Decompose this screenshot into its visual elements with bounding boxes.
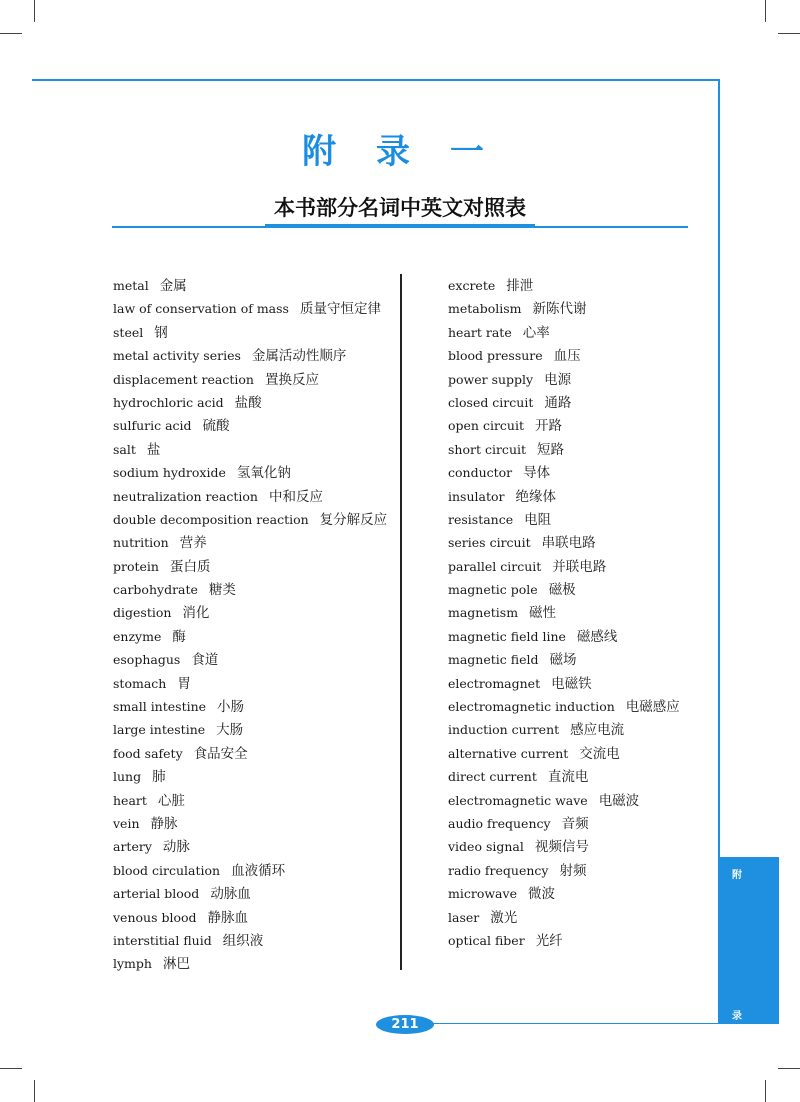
glossary-entry <box>448 578 680 601</box>
glossary-term-english: series circuit <box>448 535 531 551</box>
glossary-term-chinese: 肺 <box>152 769 166 786</box>
glossary-entry <box>448 461 680 484</box>
glossary-entry <box>113 648 387 671</box>
glossary-entry <box>448 812 680 835</box>
glossary-term-english: carbohydrate <box>113 582 198 598</box>
glossary-term-chinese: 视频信号 <box>534 839 589 856</box>
glossary-term-english: sodium hydroxide <box>113 465 226 481</box>
glossary-term-english: metabolism <box>448 301 522 317</box>
glossary-term-chinese: 钢 <box>154 324 168 341</box>
glossary-term-chinese: 心脏 <box>157 792 185 809</box>
glossary-term-chinese: 血压 <box>553 348 581 365</box>
glossary-term-english: laser <box>448 909 480 925</box>
glossary-term-english: microwave <box>448 886 517 902</box>
glossary-term-chinese: 食品安全 <box>193 745 248 762</box>
glossary-entry <box>113 485 387 508</box>
glossary-term-english: excrete <box>448 278 496 293</box>
glossary-term-chinese: 直流电 <box>547 769 589 786</box>
glossary-entry <box>113 344 387 367</box>
glossary-term-english: audio frequency <box>448 815 551 831</box>
glossary-term-chinese: 氢氧化钠 <box>236 465 291 482</box>
glossary-term-english: conductor <box>448 465 513 481</box>
glossary-term-english: open circuit <box>448 418 524 434</box>
glossary-term-chinese: 微波 <box>527 886 555 903</box>
glossary-term-english: large intestine <box>113 722 206 738</box>
glossary-entry <box>448 695 680 718</box>
glossary-entry <box>113 438 387 461</box>
glossary-entry <box>113 578 387 601</box>
glossary-term-chinese: 激光 <box>490 909 518 926</box>
glossary-term-english: insulator <box>448 488 505 504</box>
glossary-term-english: resistance <box>448 511 514 527</box>
glossary-term-english: interstitial fluid <box>113 932 212 948</box>
glossary-term-english: optical fiber <box>448 932 525 948</box>
glossary-term-chinese: 串联电路 <box>541 535 596 552</box>
glossary-term-english: sulfuric acid <box>113 418 192 434</box>
glossary-term-chinese: 营养 <box>179 535 207 552</box>
glossary-term-english: direct current <box>448 769 537 785</box>
glossary-term-chinese: 新陈代谢 <box>532 301 587 318</box>
glossary-entry <box>113 929 387 952</box>
glossary-term-english: esophagus <box>113 652 181 668</box>
glossary-term-chinese: 动脉血 <box>210 886 251 903</box>
glossary-term-chinese: 光纤 <box>535 932 563 949</box>
glossary-term-english: artery <box>113 839 152 855</box>
glossary-entry <box>448 344 680 367</box>
glossary-entry <box>448 648 680 671</box>
glossary-entry <box>113 695 387 718</box>
glossary-term-english: digestion <box>113 605 172 621</box>
glossary-term-chinese: 电磁铁 <box>551 675 592 692</box>
glossary-term-chinese: 食道 <box>191 652 219 669</box>
frame-bottom-rule <box>430 1023 720 1024</box>
glossary-term-chinese: 电源 <box>544 371 572 388</box>
glossary-term-english: alternative current <box>448 745 569 761</box>
glossary-term-chinese: 金属活动性顺序 <box>251 348 347 365</box>
glossary-entry <box>113 274 387 297</box>
crop-mark <box>0 1068 22 1069</box>
glossary-term-chinese: 排泄 <box>506 278 534 294</box>
glossary-term-chinese: 电磁波 <box>598 792 640 809</box>
glossary-term-english: electromagnetic wave <box>448 792 588 808</box>
glossary-entry <box>113 952 387 975</box>
side-tab-char-bottom: 录 <box>732 1011 742 1022</box>
glossary-term-english: vein <box>113 815 140 831</box>
glossary-term-chinese: 糖类 <box>208 582 236 599</box>
glossary-entry <box>448 789 680 812</box>
glossary-right-column <box>448 274 680 952</box>
glossary-term-english: induction current <box>448 722 560 738</box>
page-number: 211 <box>376 1015 434 1034</box>
glossary-term-english: displacement reaction <box>113 371 254 387</box>
glossary-term-chinese: 复分解反应 <box>319 511 388 528</box>
glossary-term-english: blood pressure <box>448 348 543 364</box>
glossary-term-english: lymph <box>113 956 152 972</box>
glossary-term-english: food safety <box>113 745 183 761</box>
glossary-term-english: steel <box>113 324 144 340</box>
glossary-term-chinese: 置换反应 <box>265 371 319 388</box>
glossary-entry <box>113 531 387 554</box>
glossary-entry <box>448 391 680 414</box>
glossary-term-chinese: 通路 <box>544 394 572 411</box>
glossary-term-chinese: 小肠 <box>217 699 245 716</box>
glossary-entry <box>113 414 387 437</box>
glossary-term-english: nutrition <box>113 535 169 551</box>
glossary-term-chinese: 酶 <box>172 628 186 645</box>
crop-mark <box>0 33 22 34</box>
crop-mark <box>778 33 800 34</box>
glossary-entry <box>448 672 680 695</box>
glossary-term-chinese: 大肠 <box>216 722 244 739</box>
glossary-entry <box>448 274 680 297</box>
glossary-term-chinese: 组织液 <box>222 932 264 949</box>
glossary-entry <box>448 368 680 391</box>
glossary-term-chinese: 盐酸 <box>234 394 262 411</box>
glossary-entry <box>113 789 387 812</box>
glossary-entry <box>113 555 387 578</box>
glossary-term-english: metal activity series <box>113 348 241 364</box>
glossary-term-english: small intestine <box>113 699 207 715</box>
crop-mark <box>34 0 35 22</box>
glossary-entry <box>113 718 387 741</box>
glossary-term-chinese: 消化 <box>182 605 210 622</box>
glossary-entry <box>448 414 680 437</box>
glossary-term-english: venous blood <box>113 909 197 925</box>
glossary-term-english: short circuit <box>448 441 527 457</box>
glossary-term-english: metal <box>113 278 149 293</box>
glossary-term-chinese: 并联电路 <box>552 558 607 575</box>
glossary-term-chinese: 磁极 <box>548 582 576 599</box>
glossary-term-english: law of conservation of mass <box>113 301 289 317</box>
glossary-term-english: protein <box>113 558 159 574</box>
page-subtitle: 本书部分名词中英文对照表 <box>274 196 526 220</box>
glossary-entry <box>113 765 387 788</box>
glossary-entry <box>113 508 387 531</box>
column-divider <box>400 274 402 970</box>
glossary-term-chinese: 短路 <box>537 441 565 458</box>
glossary-entry <box>448 601 680 624</box>
glossary-left-column <box>113 274 387 976</box>
glossary-term-chinese: 电磁感应 <box>625 699 680 716</box>
crop-mark <box>765 0 766 22</box>
glossary-term-chinese: 胃 <box>177 675 191 692</box>
glossary-term-english: parallel circuit <box>448 558 542 574</box>
glossary-term-english: power supply <box>448 371 534 387</box>
glossary-term-english: magnetic field <box>448 652 539 668</box>
glossary-entry <box>113 297 387 320</box>
glossary-entry <box>448 835 680 858</box>
glossary-entry <box>448 929 680 952</box>
glossary-term-english: lung <box>113 769 142 785</box>
glossary-term-chinese: 淋巴 <box>162 956 190 973</box>
glossary-entry <box>113 601 387 624</box>
glossary-term-english: video signal <box>448 839 524 855</box>
glossary-entry <box>448 906 680 929</box>
glossary-term-english: magnetic pole <box>448 582 538 598</box>
page-title: 附 录 一 <box>302 132 498 172</box>
appendix-side-tab <box>718 857 779 1024</box>
glossary-term-english: magnetism <box>448 605 519 621</box>
glossary-entry <box>448 718 680 741</box>
glossary-term-chinese: 射频 <box>559 862 587 879</box>
glossary-term-english: heart <box>113 792 147 808</box>
glossary-term-chinese: 磁性 <box>529 605 557 622</box>
glossary-entry <box>448 321 680 344</box>
glossary-entry <box>113 812 387 835</box>
glossary-entry <box>113 859 387 882</box>
glossary-term-chinese: 蛋白质 <box>169 558 211 575</box>
glossary-term-chinese: 磁场 <box>549 652 577 669</box>
glossary-term-english: arterial blood <box>113 886 200 902</box>
glossary-entry <box>448 438 680 461</box>
glossary-entry <box>113 835 387 858</box>
crop-mark <box>778 1068 800 1069</box>
glossary-entry <box>448 508 680 531</box>
glossary-entry <box>448 882 680 905</box>
glossary-term-chinese: 心率 <box>522 324 550 341</box>
glossary-term-chinese: 导体 <box>523 465 551 482</box>
glossary-term-chinese: 硫酸 <box>202 418 230 435</box>
glossary-entry <box>448 765 680 788</box>
glossary-entry <box>113 321 387 344</box>
glossary-entry <box>113 672 387 695</box>
glossary-term-english: blood circulation <box>113 862 221 878</box>
glossary-term-english: closed circuit <box>448 394 534 410</box>
glossary-term-chinese: 血液循环 <box>231 862 286 879</box>
glossary-term-chinese: 音频 <box>561 815 589 832</box>
glossary-term-chinese: 中和反应 <box>268 488 323 505</box>
glossary-term-english: electromagnet <box>448 675 541 691</box>
glossary-entry <box>448 859 680 882</box>
glossary-term-english: salt <box>113 441 136 457</box>
subtitle-underline-accent <box>265 224 535 228</box>
glossary-term-english: stomach <box>113 675 167 691</box>
glossary-entry <box>448 555 680 578</box>
glossary-entry <box>113 742 387 765</box>
crop-mark <box>34 1080 35 1102</box>
glossary-entry <box>448 485 680 508</box>
glossary-term-chinese: 静脉 <box>150 815 178 832</box>
glossary-entry <box>113 882 387 905</box>
glossary-entry <box>113 461 387 484</box>
glossary-term-english: double decomposition reaction <box>113 511 309 527</box>
glossary-entry <box>113 625 387 648</box>
glossary-term-chinese: 磁感线 <box>576 628 618 645</box>
glossary-term-english: heart rate <box>448 324 512 340</box>
glossary-term-english: enzyme <box>113 628 162 644</box>
glossary-term-chinese: 交流电 <box>579 745 620 762</box>
glossary-entry <box>113 391 387 414</box>
glossary-term-chinese: 开路 <box>535 418 562 435</box>
glossary-term-english: magnetic field line <box>448 628 566 644</box>
glossary-term-english: hydrochloric acid <box>113 394 224 410</box>
glossary-entry <box>448 625 680 648</box>
glossary-term-chinese: 金属 <box>159 278 187 294</box>
glossary-term-chinese: 感应电流 <box>570 722 625 739</box>
glossary-term-chinese: 静脉血 <box>207 909 249 926</box>
glossary-term-chinese: 动脉 <box>162 839 190 856</box>
glossary-entry <box>448 297 680 320</box>
glossary-term-chinese: 电阻 <box>524 511 552 528</box>
glossary-term-chinese: 绝缘体 <box>515 488 556 505</box>
frame-top-rule <box>32 79 720 81</box>
glossary-term-chinese: 盐 <box>146 441 161 458</box>
glossary-entry <box>448 742 680 765</box>
crop-mark <box>765 1080 766 1102</box>
side-tab-char-top: 附 <box>732 870 742 881</box>
glossary-term-chinese: 质量守恒定律 <box>299 301 381 318</box>
glossary-term-english: electromagnetic induction <box>448 699 615 715</box>
glossary-term-english: neutralization reaction <box>113 488 258 504</box>
glossary-term-english: radio frequency <box>448 862 549 878</box>
glossary-entry <box>113 368 387 391</box>
glossary-entry <box>113 906 387 929</box>
glossary-entry <box>448 531 680 554</box>
